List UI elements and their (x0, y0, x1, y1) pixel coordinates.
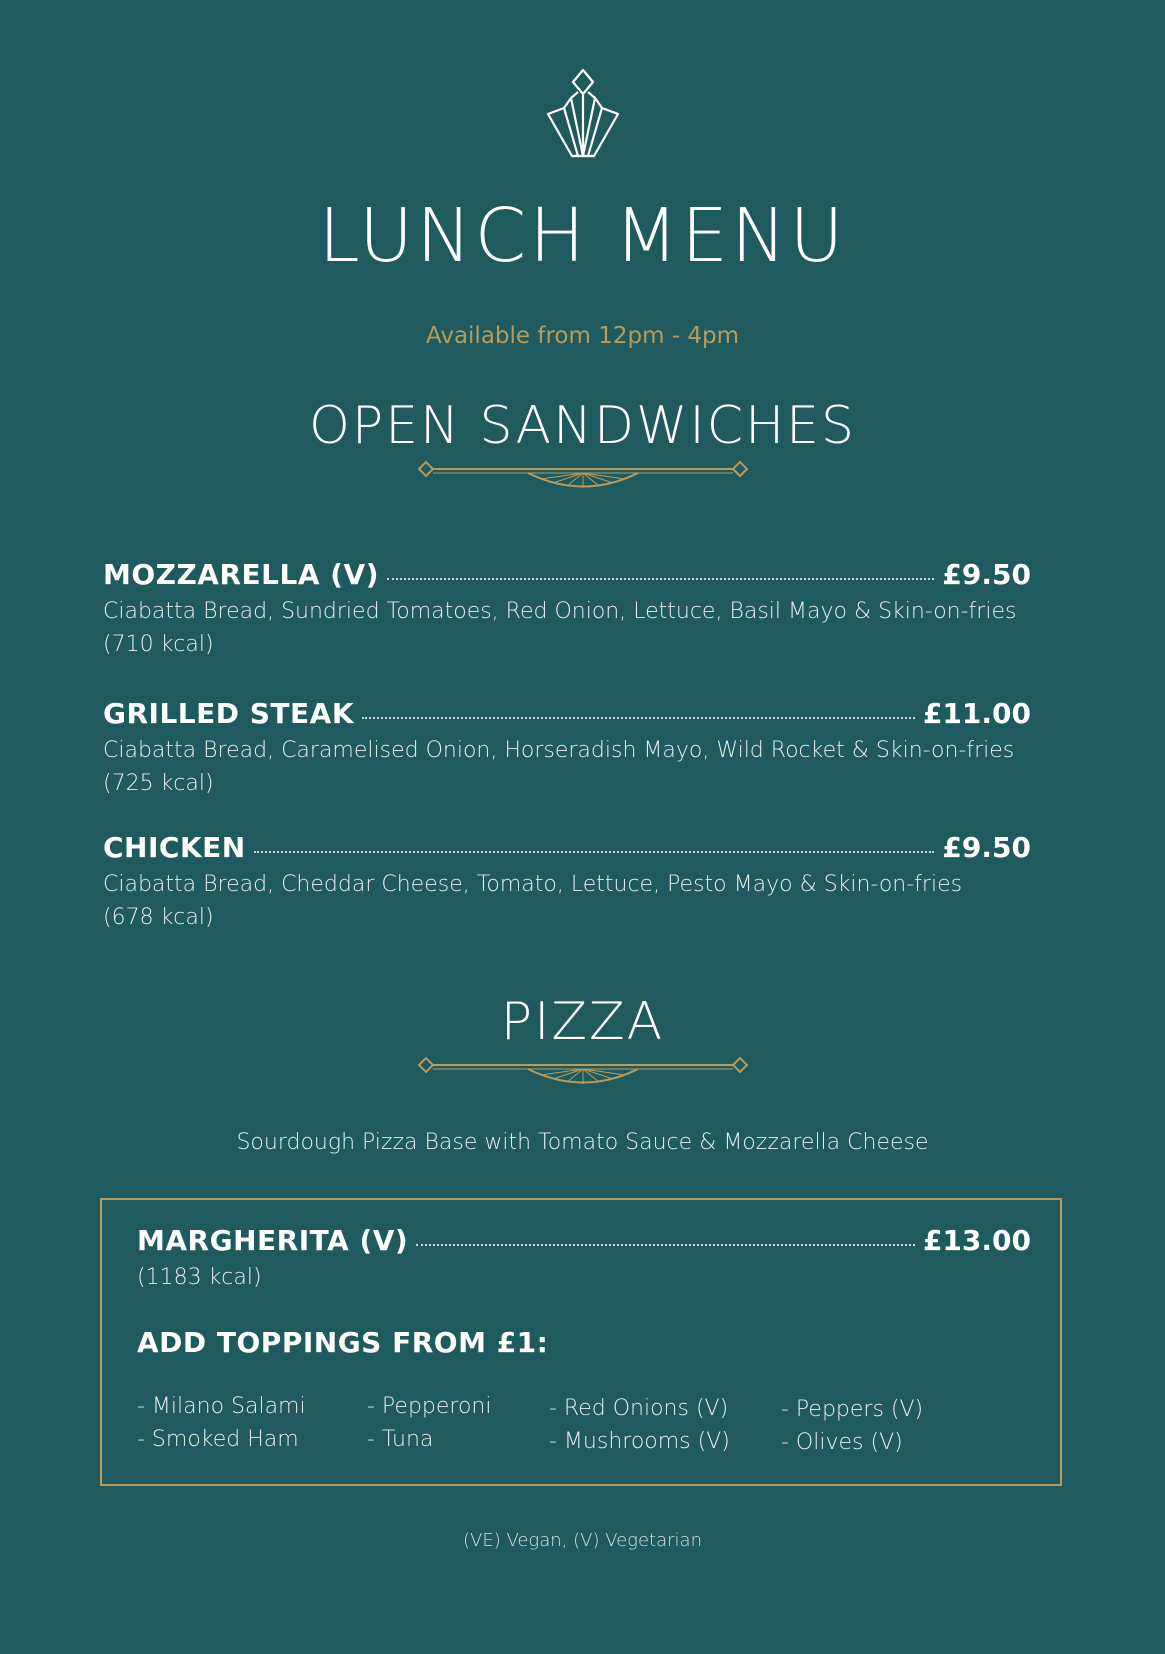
item-description: Ciabatta Bread, Cheddar Cheese, Tomato, Lettuce, Pesto Mayo & Skin-on-fries (103, 872, 963, 897)
menu-item-chicken (103, 831, 1031, 934)
toppings-title: ADD TOPPINGS FROM £1: (137, 1326, 549, 1359)
item-price: £9.50 (942, 831, 1031, 864)
item-price: £13.00 (922, 1224, 1031, 1257)
item-name: GRILLED STEAK (103, 697, 355, 730)
topping-item: - Pepperoni (367, 1394, 492, 1419)
dot-leader (416, 1244, 915, 1246)
topping-item: - Olives (V) (781, 1430, 903, 1455)
availability-text: Available from 12pm - 4pm (425, 323, 740, 349)
menu-item-grilled-steak (103, 697, 1031, 800)
dot-leader (362, 717, 915, 719)
topping-item: - Red Onions (V) (549, 1396, 729, 1421)
topping-item: - Milano Salami (137, 1394, 306, 1419)
item-name: MARGHERITA (V) (137, 1224, 409, 1257)
item-kcal: (725 kcal) (103, 771, 214, 796)
item-description: Ciabatta Bread, Sundried Tomatoes, Red Onion, Lettuce, Basil Mayo & Skin-on-fries (103, 599, 1017, 624)
art-deco-divider-icon (417, 1044, 749, 1086)
art-deco-fan-icon (542, 68, 624, 160)
art-deco-divider-icon (417, 448, 749, 490)
item-price: £9.50 (942, 558, 1031, 591)
item-price: £11.00 (922, 697, 1031, 730)
page-title: LUNCH MENU (318, 193, 847, 279)
section-title-pizza: PIZZA (500, 992, 665, 1052)
topping-item: - Smoked Ham (137, 1427, 299, 1452)
topping-item: - Tuna (367, 1427, 434, 1452)
item-name: MOZZARELLA (V) (103, 558, 379, 591)
item-kcal: (710 kcal) (103, 632, 214, 657)
diet-legend: (VE) Vegan, (V) Vegetarian (462, 1530, 702, 1551)
menu-item-margherita (137, 1224, 1031, 1294)
item-description: Ciabatta Bread, Caramelised Onion, Horseradish Mayo, Wild Rocket & Skin-on-fries (103, 738, 1015, 763)
topping-item: - Mushrooms (V) (549, 1429, 730, 1454)
toppings-column (367, 1390, 492, 1456)
item-name: CHICKEN (103, 831, 246, 864)
item-kcal: (1183 kcal) (137, 1265, 262, 1290)
topping-item: - Peppers (V) (781, 1397, 924, 1422)
toppings-column (781, 1393, 923, 1459)
toppings-column (549, 1392, 730, 1458)
dot-leader (254, 851, 935, 853)
pizza-base-description: Sourdough Pizza Base with Tomato Sauce & Mozzarella Cheese (236, 1130, 929, 1155)
menu-item-mozzarella (103, 558, 1031, 661)
item-kcal: (678 kcal) (103, 905, 214, 930)
dot-leader (387, 578, 934, 580)
section-title-sandwiches: OPEN SANDWICHES (308, 396, 857, 456)
toppings-column (137, 1390, 306, 1456)
